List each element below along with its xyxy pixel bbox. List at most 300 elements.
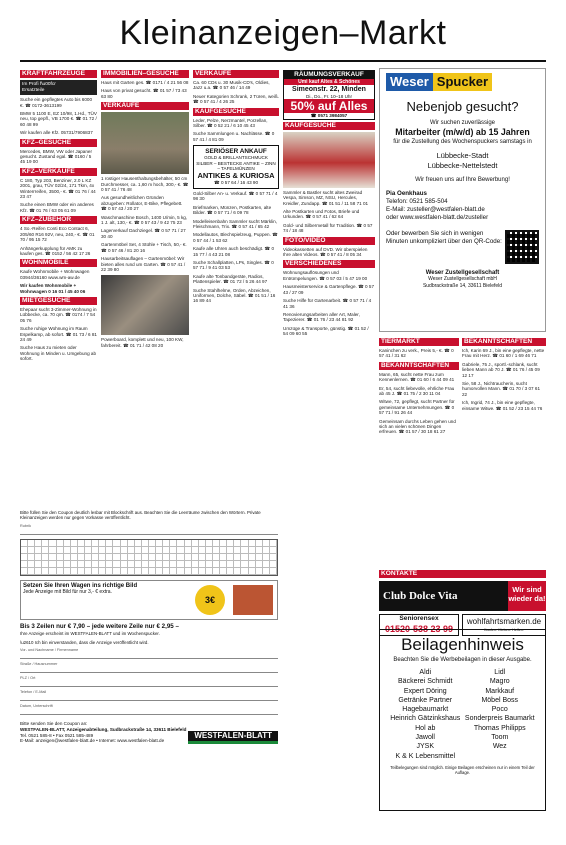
logo-weser: Weser	[386, 73, 433, 91]
grid-cell[interactable]	[71, 540, 78, 547]
form-name-field[interactable]: Vor- und Nachname / Firmenname	[20, 648, 278, 659]
form-photo-promo	[20, 580, 278, 620]
section-foto-video: FOTO/VIDEO	[283, 237, 375, 245]
grid-cell[interactable]	[234, 568, 241, 575]
addr-line: Tel. 0521 585-8 • Fax 0521 585-489	[20, 732, 94, 738]
promo-body: Jede Anzeige mit Bild für nur 3,- € extra.	[23, 588, 112, 595]
grid-cell[interactable]	[270, 561, 277, 568]
ad: Suche ein gepflegtes Auto bis 6000 €. ☎ 0172-3613199	[20, 97, 93, 108]
grid-cell[interactable]	[256, 561, 263, 568]
grid-cell[interactable]	[249, 568, 256, 575]
grid-cell[interactable]	[106, 554, 113, 561]
grid-cell[interactable]	[270, 568, 277, 575]
ws-text: Wir suchen zuverlässige	[429, 120, 496, 126]
grid-cell[interactable]	[99, 554, 106, 561]
grid-cell[interactable]	[185, 554, 192, 561]
grid-cell[interactable]	[256, 554, 263, 561]
grid-cell[interactable]	[113, 547, 120, 554]
ad-photo-boat	[101, 275, 189, 335]
grid-cell[interactable]	[241, 568, 248, 575]
beilage-item: Jawoll	[415, 734, 435, 742]
ad: Sie, 58 J., Nichtraucherin, sucht humorvollen Mann. ☎ 01 70 / 3 07 61 22	[462, 381, 540, 397]
ankauf-tel: ☎ 0 57 64 / 16 43 90	[213, 180, 259, 186]
grid-cell[interactable]	[64, 540, 71, 547]
grid-cell[interactable]	[206, 547, 213, 554]
ad: Suche ruhige Wohnung im Raum Espelkamp, ab sofort. ☎ 01 73 / 6 81 24 49	[20, 326, 97, 342]
grid-cell[interactable]	[263, 540, 270, 547]
grid-cell[interactable]	[163, 554, 170, 561]
beilage-item: Heinrich Gätzinkshaus	[390, 715, 461, 723]
ws-qr-row	[386, 230, 539, 264]
grid-cell[interactable]	[177, 547, 184, 554]
grid-cell[interactable]	[57, 540, 64, 547]
grid-cell[interactable]	[142, 547, 149, 554]
grid-cell[interactable]	[170, 540, 177, 547]
grid-cell[interactable]	[135, 561, 142, 568]
grid-cell[interactable]	[206, 540, 213, 547]
ad: Ich, Ingrid, 74 J., bin eine gepflegte, einsame Witwe. ☎ 01 52 / 23 15 44 76	[462, 400, 543, 411]
grid-cell[interactable]	[142, 554, 149, 561]
grid-cell[interactable]	[163, 540, 170, 547]
grid-cell[interactable]	[199, 554, 206, 561]
beilage-item: Möbel Boss	[481, 696, 519, 704]
form-price: Bis 3 Zeilen nur € 7,90 – jede weitere Zeile nur € 2,95 –	[20, 622, 179, 630]
beilage-item: Bäckerei Schmidt	[398, 678, 453, 686]
grid-cell[interactable]	[220, 568, 227, 575]
grid-cell[interactable]	[149, 568, 156, 575]
ad: Er, 54, sucht liebevolle, ehrliche Frau ab 45 J. ☎ 01 75 / 2 30 11 04	[379, 385, 455, 397]
ad: Suche Schallplatten, LPs, Singles. ☎ 0 57 71 / 9 41 03 53	[193, 259, 274, 271]
coupon-form	[20, 510, 278, 820]
grid-cell[interactable]	[57, 561, 64, 568]
grid-cell[interactable]	[64, 554, 71, 561]
section-verkaeufe: VERKÄUFE	[101, 102, 189, 110]
grid-cell[interactable]	[99, 540, 106, 547]
grid-cell[interactable]	[99, 568, 106, 575]
grid-cell[interactable]	[213, 540, 220, 547]
grid-cell[interactable]	[192, 561, 199, 568]
ad-raeumungsverkauf	[283, 70, 375, 120]
grid-cell[interactable]	[92, 568, 99, 575]
column-3	[193, 68, 279, 508]
grid-cell[interactable]	[113, 561, 120, 568]
grid-cell[interactable]	[121, 554, 128, 561]
ad: Haus mit Garten ges. ☎ 0171 / 4 21 56 08	[101, 80, 189, 85]
section-wohnmobile: WOHNMOBILE	[20, 259, 97, 267]
grid-cell[interactable]	[78, 568, 85, 575]
form-rubric-field[interactable]: Rubrik	[20, 524, 278, 535]
column-6-lower	[462, 336, 546, 536]
grid-cell[interactable]	[57, 547, 64, 554]
grid-cell[interactable]	[227, 540, 234, 547]
grid-cell[interactable]	[213, 568, 220, 575]
grid-cell[interactable]	[42, 561, 49, 568]
ad: Kaufe Wohnmobile + Wohnwagen 03944/36160 www.wm-aw.de	[20, 269, 90, 280]
grid-cell[interactable]	[49, 561, 56, 568]
raeumung-hours: Di., Do., Fr. 10–18 Uhr	[306, 94, 352, 99]
grid-cell[interactable]	[227, 547, 234, 554]
grid-cell[interactable]	[71, 554, 78, 561]
grid-cell[interactable]	[121, 568, 128, 575]
grid-cell[interactable]	[121, 540, 128, 547]
grid-cell[interactable]	[249, 561, 256, 568]
grid-cell[interactable]	[263, 561, 270, 568]
grid-cell[interactable]	[57, 568, 64, 575]
grid-cell[interactable]	[135, 540, 142, 547]
ad: Ich, Karin 69 J., bin eine gepflegte, nette Frau mit Herz. ☎ 01 60 / 1 69 46 71	[462, 348, 545, 359]
grid-cell[interactable]	[249, 547, 256, 554]
section-kfz-verkaeufe: KFZ–VERKÄUFE	[20, 168, 97, 176]
grid-cell[interactable]	[177, 540, 184, 547]
section-bekanntschaften: BEKANNTSCHAFTEN	[379, 362, 459, 370]
grid-cell[interactable]	[220, 540, 227, 547]
grid-cell[interactable]	[49, 547, 56, 554]
form-date-field[interactable]: Datum, Unterschrift	[20, 704, 278, 715]
grid-cell[interactable]	[185, 547, 192, 554]
ad: Wir kaufen alle Kfz. 05731/7906837	[20, 130, 93, 136]
ad: Ehepaar sucht 3-Zimmer-Wohnung in Lübbecke, ca. 70 qm. ☎ 0174 / 7 54 05 76	[20, 306, 97, 323]
ws-contact-name: Pia Oenkhaus	[386, 190, 427, 197]
ad: Suche Stahlhelme, Orden, Abzeichen, Uniformen, Dolche, Säbel. ☎ 01 51 / 16 16 89 44	[193, 287, 276, 304]
grid-cell[interactable]	[106, 568, 113, 575]
grid-cell[interactable]	[170, 568, 177, 575]
grid-cell[interactable]	[199, 547, 206, 554]
grid-cell[interactable]	[121, 561, 128, 568]
beilagen-list-right	[463, 668, 538, 761]
form-street-field[interactable]: Straße / Hausnummer	[20, 662, 278, 673]
grid-cell[interactable]	[142, 568, 149, 575]
grid-cell[interactable]	[28, 547, 35, 554]
grid-cell[interactable]	[156, 540, 163, 547]
grid-cell[interactable]	[213, 561, 220, 568]
section-kontakte: KONTAKTE	[379, 570, 546, 578]
grid-cell[interactable]	[113, 554, 120, 561]
kontakte-block	[379, 568, 546, 636]
column-5-lower	[379, 336, 459, 536]
ad: Haus von privat gesucht. ☎ 01 57 / 73 43 63 80	[101, 88, 187, 99]
grid-cell[interactable]	[213, 554, 220, 561]
grid-cell[interactable]	[241, 547, 248, 554]
weser-spucker-ad	[379, 68, 546, 332]
grid-cell[interactable]	[42, 540, 49, 547]
ad: Hausmeisterservice & Gartenpflege. ☎ 0 57 43 / 27 09	[283, 284, 375, 295]
form-plz-field[interactable]: PLZ / Ort	[20, 676, 278, 687]
grid-cell[interactable]	[128, 561, 135, 568]
grid-cell[interactable]	[135, 568, 142, 575]
grid-cell[interactable]	[64, 561, 71, 568]
ankauf-sub: GOLD & BRILLANTSCHMUCK SILBER – BESTECKE ANTIKE – ZINN – TAFELMÜNZEN	[196, 155, 276, 172]
grid-cell[interactable]	[121, 547, 128, 554]
grid-cell[interactable]	[135, 547, 142, 554]
beilage-item: Aldi	[419, 669, 432, 676]
column-1	[20, 68, 97, 508]
grid-cell[interactable]	[78, 547, 85, 554]
grid-cell[interactable]	[234, 554, 241, 561]
grid-cell[interactable]	[28, 554, 35, 561]
grid-cell[interactable]	[142, 540, 149, 547]
qr-code-icon[interactable]	[505, 230, 539, 264]
grid-cell[interactable]	[35, 540, 42, 547]
grid-cell[interactable]	[113, 568, 120, 575]
grid-cell[interactable]	[256, 547, 263, 554]
grid-cell[interactable]	[85, 568, 92, 575]
grid-cell[interactable]	[192, 547, 199, 554]
grid-cell[interactable]	[234, 561, 241, 568]
promo-car-image	[233, 585, 273, 615]
beilagen-list-left	[388, 668, 463, 761]
grid-cell[interactable]	[241, 540, 248, 547]
grid-cell[interactable]	[156, 568, 163, 575]
grid-cell[interactable]	[156, 547, 163, 554]
ad: Kaufe alte Tonbandgeräte, Radios, Plattenspieler. ☎ 01 72 / 5 26 44 97	[193, 273, 268, 285]
grid-cell[interactable]	[106, 540, 113, 547]
grid-cell[interactable]	[234, 547, 241, 554]
grid-cell[interactable]	[206, 554, 213, 561]
grid-cell[interactable]	[270, 554, 277, 561]
beilage-item: Expert Döring	[403, 687, 447, 695]
ad-photo-moped	[283, 132, 375, 188]
grid-cell[interactable]	[35, 561, 42, 568]
grid-cell[interactable]	[42, 554, 49, 561]
grid-cell[interactable]	[113, 540, 120, 547]
addr-line: E-Mail: anzeigen@westfalen-blatt.de • Internet: www.westfalen-blatt.de	[20, 738, 165, 744]
section-mietgesuche: MIETGESUCHE	[20, 297, 97, 305]
grid-cell[interactable]	[28, 540, 35, 547]
section-tiermarkt: TIERMARKT	[379, 338, 459, 346]
grid-cell[interactable]	[270, 547, 277, 554]
grid-cell[interactable]	[156, 554, 163, 561]
grid-cell[interactable]	[263, 547, 270, 554]
grid-cell[interactable]	[185, 561, 192, 568]
ad: Leder, Pelze, Nerzmantel, Porzellan, Silber. ☎ 0 52 21 / 6 10 45 43	[193, 117, 268, 129]
grid-cell[interactable]	[249, 554, 256, 561]
grid-cell[interactable]	[49, 554, 56, 561]
grid-cell[interactable]	[49, 540, 56, 547]
form-footer	[20, 721, 278, 743]
ws-contact-tel: Telefon: 0521 585-504	[386, 198, 448, 205]
grid-cell[interactable]	[163, 547, 170, 554]
grid-cell[interactable]	[185, 540, 192, 547]
ad: Modelleisenbahn Sammler sucht Märklin, Fleischmann, Trix. ☎ 0 57 41 / 65 42	[193, 218, 277, 229]
grid-cell[interactable]	[99, 561, 106, 568]
form-consent[interactable]	[20, 640, 278, 645]
grid-cell[interactable]	[192, 540, 199, 547]
seniorensex-title: Seniorensex	[399, 615, 439, 622]
ad: Hausarbeitsauflagen – Gartenmöbel: Wir bieten alles rund um Garten. ☎ 0 57 41 / 22 39 80	[101, 256, 186, 272]
grid-cell[interactable]	[21, 540, 28, 547]
grid-cell[interactable]	[128, 540, 135, 547]
grid-cell[interactable]	[220, 561, 227, 568]
ad: 1 rostiger Hausenthaltungsbehälter, 50 cm Durchmesser, ca. 1,60 m hoch, 300,- €. ☎ 0 57 41 / 76 48	[101, 176, 189, 193]
section-kfz-gesuche: KFZ–GESUCHE	[20, 139, 97, 147]
grid-cell[interactable]	[270, 540, 277, 547]
section-verkaeufe-2: VERKÄUFE	[193, 70, 279, 78]
grid-cell[interactable]	[78, 554, 85, 561]
grid-cell[interactable]	[85, 561, 92, 568]
grid-cell[interactable]	[92, 547, 99, 554]
ws-contact-web: oder www.westfalen-blatt.de/zusteller	[386, 214, 489, 221]
grid-cell[interactable]	[142, 561, 149, 568]
grid-cell[interactable]	[256, 568, 263, 575]
ws-footer	[386, 270, 539, 289]
grid-cell[interactable]	[21, 561, 28, 568]
ad: Sammler & Bastler sucht altes Zweirad Vespa, Simson, MZ, NSU, Hercules, Kreidler, Zundapp. ☎ 01 51 / 11 58 71 01	[283, 189, 369, 206]
weser-spucker-logo	[386, 73, 539, 91]
beilage-item	[463, 752, 538, 761]
ad: Powerboard, komplett und neu, 100 KW, fahrbereit. ☎ 01 71 / 42 08 20	[101, 337, 184, 348]
grid-cell[interactable]	[241, 561, 248, 568]
grid-cell[interactable]	[71, 561, 78, 568]
section-immobilien-gesuche: IMMOBILIEN–GESUCHE	[101, 70, 189, 78]
form-price-sub: Ihre Anzeige erscheint im WESTFALEN-BLATT und im Wochenspucker.	[20, 630, 160, 636]
grid-cell[interactable]	[106, 547, 113, 554]
grid-cell[interactable]	[78, 561, 85, 568]
ad: 4 So.-Reifen Conti Eco Contact 6, 205/60 R16 92V, neu, 240,- €. ☎ 01 70 / 95 15 72	[20, 226, 95, 243]
grid-cell[interactable]	[185, 568, 192, 575]
grid-cell[interactable]	[177, 554, 184, 561]
ad: Ca. 60 CDs u. 30 Musik-CD's, Oldies, Jazz u.a. ☎ 0 57 46 / 14 49	[193, 80, 270, 91]
ad-serioeser-ankauf	[193, 145, 279, 189]
grid-cell[interactable]	[249, 540, 256, 547]
ws-place: Lübbecke-Stadt	[436, 151, 489, 160]
ankauf-heading: SERIÖSER ANKAUF	[205, 148, 267, 156]
ad: Kaufe alle Uhren auch beschädigt. ☎ 0 15 77 / 4 43 21 08	[193, 246, 275, 257]
grid-cell[interactable]	[128, 554, 135, 561]
grid-cell[interactable]	[21, 554, 28, 561]
grid-cell[interactable]	[57, 554, 64, 561]
raeumung-tel: ☎ 0571 3984057	[310, 113, 348, 119]
grid-cell[interactable]	[170, 554, 177, 561]
ws-place: Lübbecke-Nettelstedt	[427, 161, 498, 170]
beilagen-subtitle: Beachten Sie die Werbebeilagen in dieser Ausgabe.	[393, 657, 532, 663]
grid-cell[interactable]	[128, 547, 135, 554]
grid-cell[interactable]	[135, 554, 142, 561]
grid-cell[interactable]	[206, 561, 213, 568]
beilage-item: K & K Lebensmittel	[395, 752, 456, 760]
form-text-grid[interactable]	[20, 539, 278, 576]
grid-cell[interactable]	[149, 547, 156, 554]
ad: Gartenmöbel Set, 4 Stühle + Tisch, 50,- €. ☎ 0 57 46 / 81 20 16	[101, 242, 187, 253]
grid-cell[interactable]	[170, 561, 177, 568]
beilage-item: Getränke Partner	[398, 696, 453, 704]
beilage-item: Markkauf	[485, 687, 515, 695]
grid-cell[interactable]	[177, 561, 184, 568]
grid-cell[interactable]	[149, 554, 156, 561]
grid-cell[interactable]	[85, 547, 92, 554]
grid-cell[interactable]	[206, 568, 213, 575]
grid-cell[interactable]	[21, 568, 28, 575]
grid-cell[interactable]	[234, 540, 241, 547]
grid-cell[interactable]	[28, 561, 35, 568]
grid-cell[interactable]	[227, 554, 234, 561]
grid-cell[interactable]	[220, 554, 227, 561]
wohlfahrtsmarken-sub: Kaufen. Kleben. Helfen.	[483, 628, 525, 632]
grid-cell[interactable]	[227, 568, 234, 575]
grid-cell[interactable]	[128, 568, 135, 575]
grid-cell[interactable]	[163, 568, 170, 575]
grid-cell[interactable]	[64, 568, 71, 575]
grid-cell[interactable]	[199, 568, 206, 575]
grid-cell[interactable]	[177, 568, 184, 575]
ws-headline: Nebenjob gesucht?	[406, 99, 519, 114]
grid-cell[interactable]	[21, 547, 28, 554]
ad: Gold- und Silbermetall für Tradition. ☎ 0 57 74 / 18 48	[283, 222, 373, 234]
ad: Wohnungsauflösungen und Entrümpelungen. ☎ 0 57 03 / 5 47 19 00	[283, 270, 368, 281]
grid-cell[interactable]	[71, 568, 78, 575]
grid-cell[interactable]	[71, 547, 78, 554]
section-kfz-zubehoer: KFZ–ZUBEHÖR	[20, 216, 97, 224]
beilage-item: Thomas Philipps	[473, 724, 526, 732]
grid-cell[interactable]	[35, 547, 42, 554]
promo-text	[21, 581, 191, 619]
column-4	[283, 68, 375, 518]
grid-cell[interactable]	[78, 540, 85, 547]
ad-club-dolce-vita	[379, 581, 546, 611]
grid-cell[interactable]	[199, 540, 206, 547]
ws-contact-mail: E-Mail: zusteller@westfalen-blatt.de	[386, 206, 485, 213]
ad: Videokassetten auf DVD. Wir überspielen Ihre alten Videos. ☎ 0 57 41 / 8 05 34	[283, 246, 368, 258]
grid-cell[interactable]	[35, 554, 42, 561]
grid-cell[interactable]	[263, 568, 270, 575]
ankauf-big: ANTIKES & KURIOSA	[197, 171, 275, 181]
section-kaufgesuche: KAUFGESUCHE	[193, 108, 279, 116]
grid-cell[interactable]	[28, 568, 35, 575]
grid-cell[interactable]	[163, 561, 170, 568]
club-tag: Wir sind wieder da!	[508, 581, 546, 611]
grid-cell[interactable]	[64, 547, 71, 554]
grid-cell[interactable]	[192, 568, 199, 575]
grid-cell[interactable]	[213, 547, 220, 554]
grid-cell[interactable]	[49, 568, 56, 575]
grid-cell[interactable]	[192, 554, 199, 561]
ad: Mercedes, BMW, VW oder Japaner gesucht. Zustand egal. ☎ 0160 / 5 45 19 00	[20, 148, 92, 165]
ws-qr-text: Oder bewerben Sie sich in wenigen Minuten unkompliziert über den QR-Code:	[386, 230, 502, 245]
grid-cell[interactable]	[92, 561, 99, 568]
grid-cell[interactable]	[35, 568, 42, 575]
grid-cell[interactable]	[42, 547, 49, 554]
grid-cell[interactable]	[106, 561, 113, 568]
grid-cell[interactable]	[170, 547, 177, 554]
ad: BMW 5 1100 E, EZ 10/98, 1.Hd., TÜV neu, top gepfl., VB 1700 €. ☎ 01 72 / 60 48 99	[20, 111, 97, 127]
masthead: Kleinanzeigen–Markt	[119, 14, 447, 52]
beilagen-list	[380, 664, 545, 761]
grid-cell[interactable]	[241, 554, 248, 561]
grid-cell[interactable]	[92, 540, 99, 547]
ad: Gabriele, 75 J., sportl.-schlank, sucht lieben Mann ab 70 J. ☎ 01 76 / 45 09 12 17	[462, 361, 540, 378]
beilage-item: JYSK	[416, 743, 434, 751]
beilagen-note: Teilbelegungen sind möglich. Einige Beilagen erscheinen nur in einem Teil der Auflage.	[390, 764, 535, 775]
form-tel-field[interactable]: Telefon / E-Mail	[20, 690, 278, 701]
beilage-item: Wez	[492, 743, 507, 751]
grid-cell[interactable]	[263, 554, 270, 561]
grid-cell[interactable]	[149, 540, 156, 547]
form-intro: Bitte füllen Sie den Coupon deutlich lesbar mit Blockschrift aus. Beachten Sie die Leerräume zwischen den Wörtern. Private Kleinanzeigen werden nur gegen Vorkasse veröffentlicht.	[20, 510, 261, 521]
grid-cell[interactable]	[156, 561, 163, 568]
checkbox-icon[interactable]: \u2610	[20, 640, 34, 645]
grid-cell[interactable]	[199, 561, 206, 568]
grid-cell[interactable]	[149, 561, 156, 568]
grid-cell[interactable]	[85, 554, 92, 561]
grid-cell[interactable]	[220, 547, 227, 554]
form-address	[20, 721, 188, 743]
ad-dark: Im Profi f\u00fcr Ersatzteile	[20, 80, 97, 95]
grid-cell[interactable]	[99, 547, 106, 554]
grid-cell[interactable]	[42, 568, 49, 575]
grid-cell[interactable]	[85, 540, 92, 547]
grid-cell[interactable]	[92, 554, 99, 561]
grid-cell[interactable]	[227, 561, 234, 568]
grid-cell[interactable]	[256, 540, 263, 547]
